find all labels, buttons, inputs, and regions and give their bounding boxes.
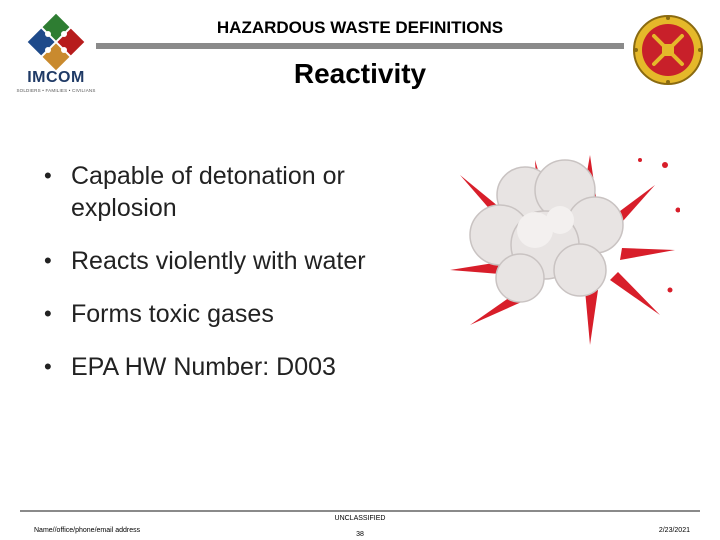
explosion-icon	[440, 150, 680, 350]
bullet-item: • Reacts violently with water	[44, 245, 366, 277]
slide-title: Reactivity	[293, 58, 427, 89]
bullet-item: • EPA HW Number: D003	[44, 351, 336, 383]
imcom-tagline: SOLDIERS • FAMILIES • CIVILIANS	[16, 88, 96, 93]
imcom-wordmark: IMCOM	[27, 69, 85, 86]
footer-date: 2/23/2021	[658, 527, 690, 534]
bullet-item: • Capable of detonation or explosion	[44, 160, 434, 224]
header-title: HAZARDOUS WASTE DEFINITIONS	[216, 18, 504, 37]
bullet-item: • Forms toxic gases	[44, 298, 274, 330]
footer-contact: Name//office/phone/email address	[34, 527, 141, 534]
footer-classification: UNCLASSIFIED	[334, 515, 386, 522]
army-seal-icon	[628, 10, 708, 90]
header-rule	[96, 43, 624, 49]
page-number: 38	[356, 531, 364, 538]
footer-rule	[20, 510, 700, 512]
